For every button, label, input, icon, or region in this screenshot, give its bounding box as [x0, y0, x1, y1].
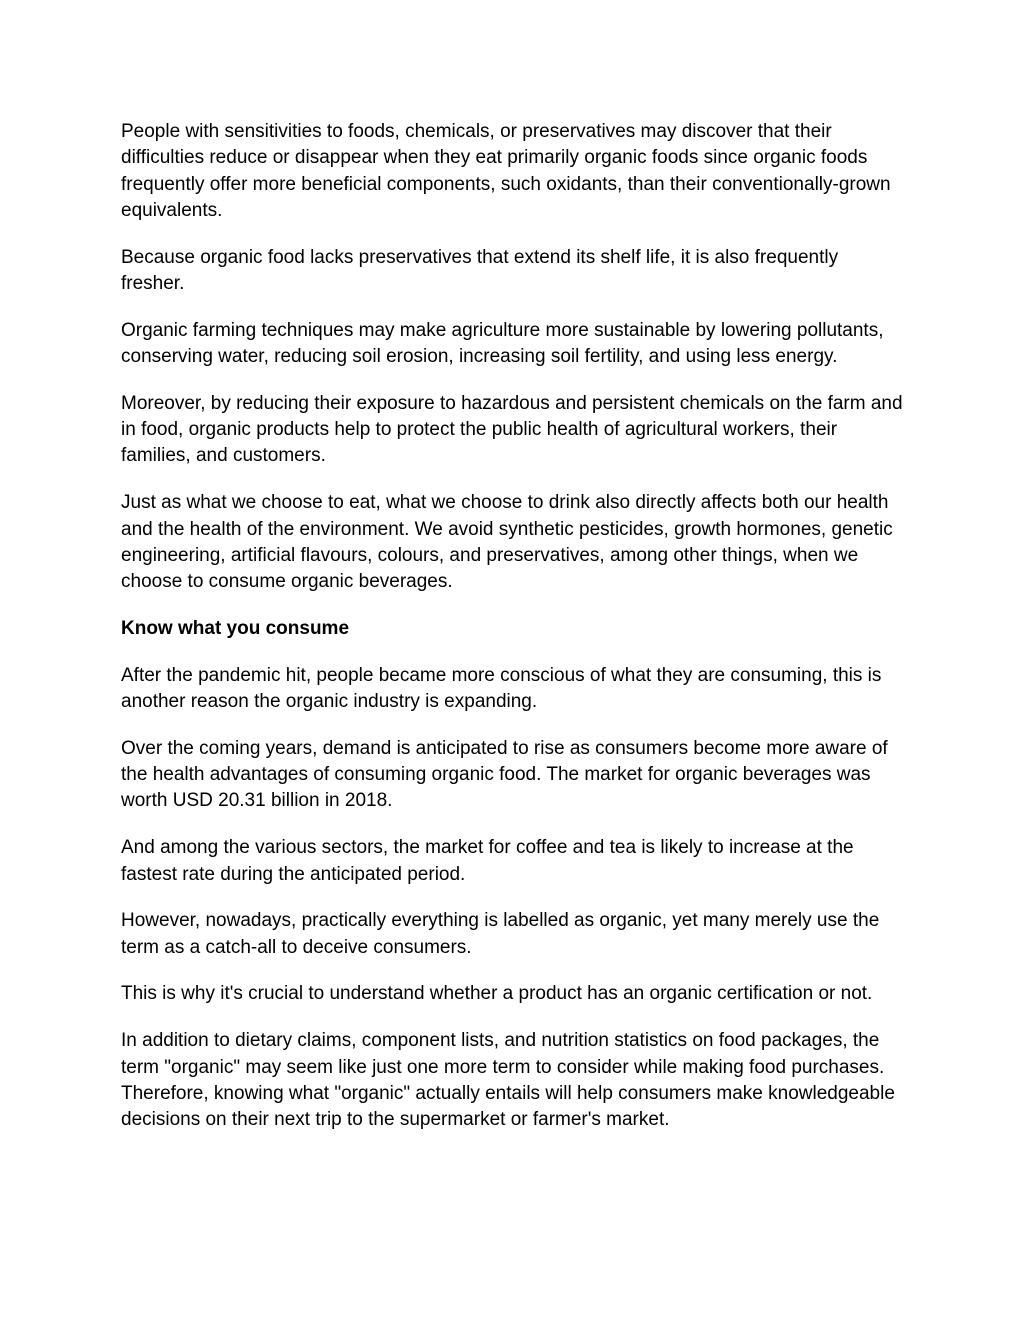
paragraph: This is why it's crucial to understand whether a product has an organic certification or not.: [121, 983, 873, 1005]
paragraph: Moreover, by reducing their exposure to hazardous and persistent chemicals on the farm and in food, organic products help to protect the public health of agricultural workers, their families, and customers.: [121, 392, 903, 467]
section-heading: Know what you consume: [121, 617, 350, 639]
paragraph: And among the various sectors, the market for coffee and tea is likely to increase at the fastest rate during the anticipated period.: [121, 837, 854, 885]
paragraph: Over the coming years, demand is anticipated to rise as consumers become more aware of the health advantages of consuming organic food. The market for organic beverages was worth USD 20.31 billion in 2018.: [121, 737, 888, 812]
paragraph: Because organic food lacks preservatives that extend its shelf life, it is also frequently fresher.: [121, 246, 839, 294]
document-page: [121, 119, 906, 1133]
paragraph: Organic farming techniques may make agriculture more sustainable by lowering pollutants, conserving water, reducing soil erosion, increasing soil fertility, and using less energy.: [121, 319, 884, 368]
paragraph: After the pandemic hit, people became more conscious of what they are consuming, this is another reason the organic industry is expanding.: [121, 664, 882, 713]
paragraph: However, nowadays, practically everything is labelled as organic, yet many merely use the term as a catch-all to deceive consumers.: [121, 910, 880, 958]
paragraph: Just as what we choose to eat, what we choose to drink also directly affects both our health and the health of the environment. We avoid synthetic pesticides, growth hormones, genetic engineering, artificial flavours, colours, and preservatives, among other things, when we choose to consume organic beverages.: [121, 492, 893, 593]
paragraph: People with sensitivities to foods, chemicals, or preservatives may discover that their difficulties reduce or disappear when they eat primarily organic foods since organic foods frequently offer more beneficial components, such oxidants, than their conventionally-grown equivalents.: [121, 121, 891, 221]
paragraph: In addition to dietary claims, component lists, and nutrition statistics on food packages, the term "organic" may seem like just one more term to consider while making food purchases. Therefore, knowing what "organic" actually entails will help consumers make knowledgeable decisions on their next trip to the supermarket or farmer's market.: [121, 1030, 895, 1131]
